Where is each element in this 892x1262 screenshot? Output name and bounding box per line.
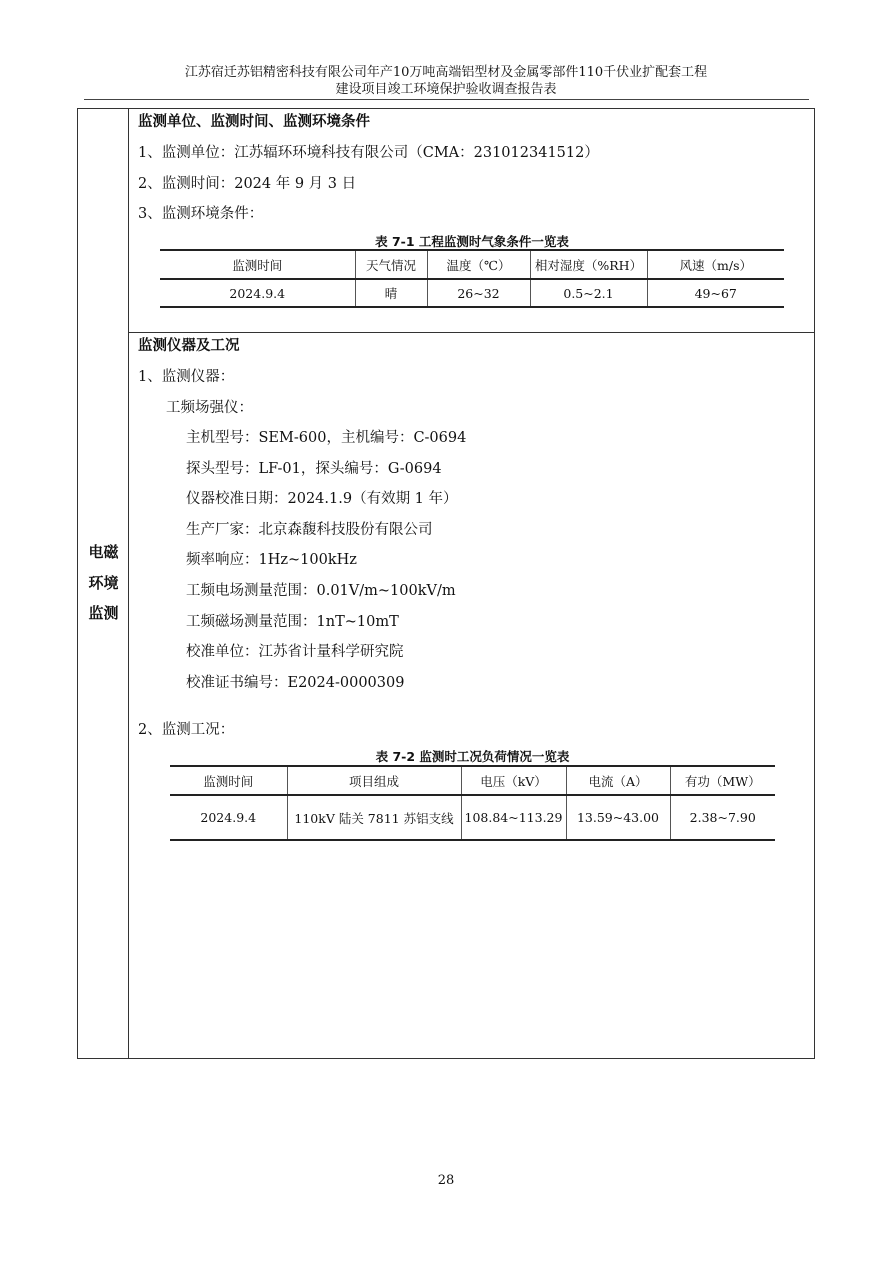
monitoring-date: 2、监测时间：2024 年 9 月 3 日 (138, 176, 357, 192)
table-header-row (160, 250, 784, 279)
instrument-name: 工频场强仪： (166, 400, 253, 416)
instruments-label: 1、监测仪器： (138, 369, 235, 385)
load-table (170, 765, 775, 841)
instrument-spec: 工频电场测量范围：0.01V/m~100kV/m (186, 583, 456, 599)
col-header: 天气情况 (355, 250, 427, 279)
instrument-spec: 校准单位：江苏省计量科学研究院 (186, 644, 404, 660)
table1-caption: 表 7-1 工程监测时气象条件一览表 (375, 234, 569, 249)
col-header: 有功（MW） (670, 766, 775, 795)
col-header: 相对湿度（%RH） (530, 250, 647, 279)
col-header: 温度（℃） (427, 250, 530, 279)
section1-title: 监测单位、监测时间、监测环境条件 (138, 114, 370, 130)
col-header: 电压（kV） (461, 766, 566, 795)
table-row (170, 795, 775, 840)
table-cell: 2.38~7.90 (670, 795, 775, 840)
col-header: 风速（m/s） (647, 250, 784, 279)
table-row (160, 279, 784, 307)
instrument-spec: 生产厂家：北京森馥科技股份有限公司 (186, 522, 433, 538)
table-cell: 26~32 (427, 279, 530, 307)
operating-conditions-label: 2、监测工况： (138, 722, 235, 738)
table-cell: 110kV 陆关 7811 苏铝支线 (287, 795, 461, 840)
side-label-line-3: 监测 (88, 604, 119, 622)
weather-table (160, 249, 784, 308)
instrument-spec: 主机型号：SEM-600，主机编号：C-0694 (186, 430, 467, 446)
side-column (78, 109, 129, 1058)
header-divider (84, 99, 809, 100)
side-label-line-2: 环境 (88, 573, 119, 592)
side-label (78, 537, 129, 629)
section2-title: 监测仪器及工况 (138, 338, 240, 354)
table-cell: 2024.9.4 (160, 279, 355, 307)
monitoring-conditions-label: 3、监测环境条件： (138, 206, 264, 222)
header-report-title: 建设项目竣工环境保护验收调查报告表 (335, 82, 557, 97)
side-label-line-1: 电磁 (88, 543, 119, 561)
table-header-row (170, 766, 775, 795)
table-cell: 108.84~113.29 (461, 795, 566, 840)
col-header: 项目组成 (287, 766, 461, 795)
table-cell: 13.59~43.00 (566, 795, 670, 840)
instrument-spec: 探头型号：LF-01，探头编号：G-0694 (186, 461, 442, 477)
header-project-title: 江苏宿迁苏铝精密科技有限公司年产10万吨高端铝型材及金属零部件110千伏业扩配套工程 (184, 65, 708, 80)
page-number: 28 (437, 1173, 455, 1188)
col-header: 监测时间 (160, 250, 355, 279)
table-cell: 0.5~2.1 (530, 279, 647, 307)
instrument-spec: 频率响应：1Hz~100kHz (186, 552, 357, 568)
instrument-spec: 仪器校准日期：2024.1.9（有效期 1 年） (186, 491, 458, 507)
table2-caption: 表 7-2 监测时工况负荷情况一览表 (375, 749, 570, 764)
monitoring-unit: 1、监测单位：江苏辐环环境科技有限公司（CMA：231012341512） (138, 145, 599, 161)
table-cell: 49~67 (647, 279, 784, 307)
instrument-spec: 工频磁场测量范围：1nT~10mT (186, 614, 399, 630)
table-cell: 晴 (355, 279, 427, 307)
col-header: 监测时间 (170, 766, 287, 795)
section-divider (129, 332, 815, 333)
instrument-spec: 校准证书编号：E2024-0000309 (186, 675, 405, 691)
col-header: 电流（A） (566, 766, 670, 795)
table-cell: 2024.9.4 (170, 795, 287, 840)
